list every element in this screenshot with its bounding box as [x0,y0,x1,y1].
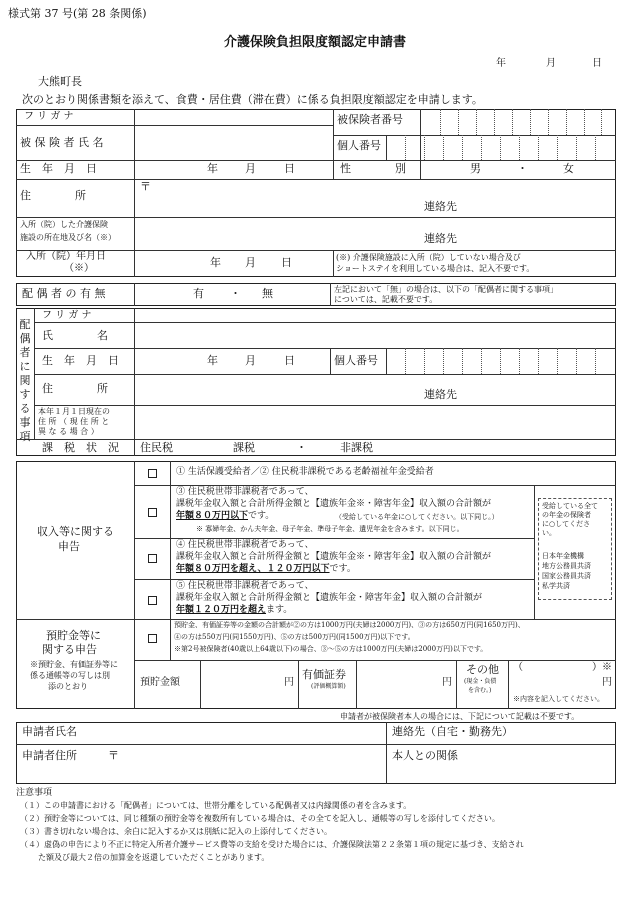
spouse-address-label: 住 所 [42,382,108,395]
income-opt3-checkbox[interactable] [148,508,157,517]
note-1: （１）この申請書における「配偶者」については、世帯分離をしている配偶者又は内縁関係の者を含みます。 [20,801,412,810]
personal-number-field[interactable] [388,137,614,159]
income-option-3-line3 [176,511,274,521]
securities-amount-field[interactable] [358,662,440,707]
birth-day-unit: 日 [284,162,295,175]
spouse-birth-day-unit: 日 [284,354,295,367]
income-label-2: 申告 [58,540,80,553]
income-opt1-checkbox[interactable] [148,469,157,478]
note-4-line1: （４）虚偽の申告により不正に特定入所者介護サービス費等の支給を受けた場合には、介護保険法第２２条第１項の規定に基づき、支給され [20,840,524,849]
deposit-amount-field[interactable] [202,662,282,707]
income-option-3-note: （受給している年金に○してください。以下同じ。） [335,513,499,521]
non-taxed-option[interactable]: 非課税 [340,441,373,454]
facility-contact-label: 連絡先 [424,232,457,245]
insured-name-field[interactable] [136,127,331,159]
savings-label-2: 関する申告 [42,643,97,656]
other-description-field[interactable] [524,663,590,676]
spouse-personal-number-field[interactable] [388,350,614,372]
taxed-option[interactable]: 課税 [233,441,255,454]
income-option-5-suffix: ます。 [266,605,293,615]
income-option-3-threshold: 年額８０万円以下 [176,511,249,521]
applicant-postal-mark: 〒 [108,749,119,762]
income-option-4-line3 [176,564,356,574]
note-4-line2: た額及び最大２倍の加算金を返還していただくことがあります。 [38,853,270,862]
savings-condition-2: ④の方は550万円(同1550万円)、⑤の方は500万円(同1500万円)以下です。 [174,633,415,641]
admission-date-field[interactable] [136,252,331,275]
other-sublabel-2: を含む。) [468,687,492,694]
spouse-birth-year-unit: 年 [207,354,218,367]
sex-label: 性 別 [340,162,406,175]
spouse-furigana-field[interactable] [136,310,614,321]
prev-address-label-2: 住 所 （ 現 住 所 と [38,417,110,426]
sex-separator: ・ [517,162,528,175]
date-year-label: 年 [496,58,506,69]
insured-name-label: 被 保 険 者 氏 名 [20,136,104,149]
insured-furigana-field[interactable] [136,111,331,124]
note-2: （２）預貯金等については、同じ種類の預貯金等を複数所有している場合は、その全てを記入し、通帳等の写しを添付してください。 [20,814,500,823]
insured-number-field[interactable] [422,111,614,134]
savings-condition-3: ※第2号被保険者(40歳以上64歳以下)の場合、③～⑤の方は1000万円(夫婦は2000万円)以下です。 [174,645,488,653]
insured-number-label: 被保険者番号 [337,113,403,126]
pension-note-3: に○してくださ [542,520,591,528]
insurer-local-civil[interactable]: 地方公務員共済 [542,562,591,570]
income-opt5-checkbox[interactable] [148,596,157,605]
relation-label: 本人との関係 [392,749,458,762]
spouse-birth-label: 生 年 月 日 [42,354,119,367]
deposit-yen: 円 [284,677,294,688]
other-amount-field[interactable] [512,677,596,692]
applicant-address-label: 申請者住所 [22,749,77,762]
applicant-contact-label: 連絡先（自宅・勤務先） [392,725,513,738]
facility-label-1: 入所（院）した介護保険 [20,220,108,229]
spouse-section-label: 配偶者に関する事項 [19,318,31,443]
spouse-furigana-label: フ リ ガ ナ [42,310,92,321]
postal-mark: 〒 [140,180,151,193]
facility-note-1: (※) 介護保険施設に入所（院）していない場合及び [336,253,521,262]
spouse-name-field[interactable] [136,324,614,346]
securities-yen: 円 [442,677,452,688]
income-option-5-line3 [176,605,292,615]
spouse-birth-field[interactable] [136,350,328,372]
relation-field[interactable] [388,764,614,782]
income-option-4-threshold: 年額８０万円を超え、１２０万円以下 [176,564,330,574]
prev-address-label-3: 異 な る 場 合 ） [38,427,99,436]
applicant-note: 申請者が被保険者本人の場合には、下記について記載は不要です。 [340,712,580,721]
spouse-personal-number-label: 個人番号 [334,354,378,367]
spouse-birth-month-unit: 月 [245,354,256,367]
address-label: 住 所 [20,189,86,202]
spouse-yes-option[interactable]: 有 [193,287,204,300]
pension-note-2: の年金の保険者 [542,511,591,519]
insurer-private-school[interactable]: 私学共済 [542,582,570,590]
other-sublabel-1: (現金・負債 [464,678,497,685]
spouse-name-label: 氏 名 [42,329,108,342]
pension-note-1: 受給している全て [542,502,598,510]
form-number: 様式第 37 号(第 28 条関係) [8,7,147,20]
spouse-no-option[interactable]: 無 [262,287,273,300]
income-option-3-line1: ③ 住民税世帯非課税者であって、 [176,487,314,497]
income-option-3-footnote: ※ 寡婦年金、かん夫年金、母子年金、準母子年金、遺児年金を含みます。以下同じ。 [196,525,464,533]
income-opt4-checkbox[interactable] [148,554,157,563]
income-option-4-line2: 課税年金収入額と合計所得金額と【遺族年金※・障害年金】収入額の合計額が [176,552,492,562]
spouse-address-field[interactable] [136,376,416,403]
securities-sublabel: (評価概算額) [311,683,346,690]
admission-date-note-mark: （※） [64,263,94,274]
pension-note-4: い。 [542,529,556,537]
savings-condition-1: 預貯金、有価証券等の金額の合計額が②の方は1000万円(夫婦は2000万円)、③の方は650万円(同1650万円)、 [174,621,525,629]
admission-date-label: 入所（院）年月日 [26,251,106,262]
admission-day-unit: 日 [281,256,292,269]
other-paren-open: （ [513,662,523,673]
other-note: ※内容を記入してください。 [513,695,604,703]
facility-field[interactable] [136,219,414,248]
income-option-1: ① 生活保護受給者／② 住民税非課税である老齢福祉年金受給者 [176,467,434,477]
savings-label-3: ※預貯金、有価証券等に [30,660,118,669]
note-3: （３）書き切れない場合は、余白に記入するか又は別紙に記入の上添付してください。 [20,827,332,836]
notes-heading: 注意事項 [16,788,53,798]
intro-text: 次のとおり関係書類を添えて、食費・居住費（滞在費）に係る負担限度額認定を申請します。 [22,93,483,106]
applicant-address-field[interactable] [124,748,384,782]
spouse-contact-label: 連絡先 [424,388,457,401]
birth-month-unit: 月 [245,162,256,175]
income-option-3-suffix: です。 [248,511,275,521]
income-option-5-line2: 課税年金収入額と合計所得金額と【遺族年金・障害年金】収入額の合計額が [176,593,483,603]
date-month-label: 月 [546,58,556,69]
address-field[interactable] [136,181,414,215]
birth-year-unit: 年 [207,162,218,175]
income-label-1: 収入等に関する [37,525,114,538]
income-option-3-line2: 課税年金収入額と合計所得金額と【遺族年金※・障害年金】収入額の合計額が [176,499,492,509]
form-title: 介護保険負担限度額認定申請書 [223,35,406,50]
tax-separator: ・ [296,441,307,454]
spouse-separator: ・ [230,287,241,300]
income-option-4-line1: ④ 住民税世帯非課税者であって、 [176,540,314,550]
savings-label-4: 係る通帳等の写しは別 [30,671,110,680]
income-option-4-suffix: です。 [329,564,356,574]
insurer-national-civil[interactable]: 国家公務員共済 [542,572,591,580]
insured-furigana-label: フ リ ガ ナ [24,111,74,122]
savings-label-1: 預貯金等に [46,629,101,642]
admission-year-unit: 年 [210,256,221,269]
sex-female-option[interactable]: 女 [563,162,574,175]
applicant-name-label: 申請者氏名 [22,725,77,738]
savings-label-5: 添のとおり [48,682,88,691]
insurer-jpn-pension[interactable]: 日本年金機構 [542,552,584,560]
date-day-label: 日 [592,58,602,69]
securities-label: 有価証券 [302,668,346,681]
savings-checkbox[interactable] [148,634,157,643]
other-yen: 円 [602,677,612,688]
income-option-5-threshold: 年額１２０万円を超え [176,605,267,615]
deposit-label: 預貯金額 [140,677,180,688]
birthdate-label: 生 年 月 日 [20,162,97,175]
facility-note-2: ショートステイを利用している場合は、記入不要です。 [336,264,535,273]
spouse-note-1: 左記において「無」の場合は、以下の「配偶者に関する事項」 [334,285,558,294]
spouse-note-2: については、記載不要です。 [334,295,438,304]
spouse-prev-address-field[interactable] [136,407,614,437]
tax-status-label: 課 税 状 況 [42,441,119,454]
other-paren-close: ）※ [592,662,612,673]
prev-address-label-1: 本年１月１日現在の [38,407,110,416]
facility-label-2: 施設の所在地及び名（※） [20,233,116,242]
birthdate-field[interactable] [136,162,331,178]
applicant-name-field[interactable] [90,724,384,742]
personal-number-label: 個人番号 [337,139,381,152]
resident-tax-label: 住民税 [140,441,173,454]
address-contact-label: 連絡先 [424,200,457,213]
other-label: その他 [466,663,499,676]
income-option-5-line1: ⑤ 住民税世帯非課税者であって、 [176,581,314,591]
spouse-presence-label: 配 偶 者 の 有 無 [22,287,106,300]
addressee: 大熊町長 [38,75,82,88]
sex-male-option[interactable]: 男 [470,162,481,175]
admission-month-unit: 月 [245,256,256,269]
